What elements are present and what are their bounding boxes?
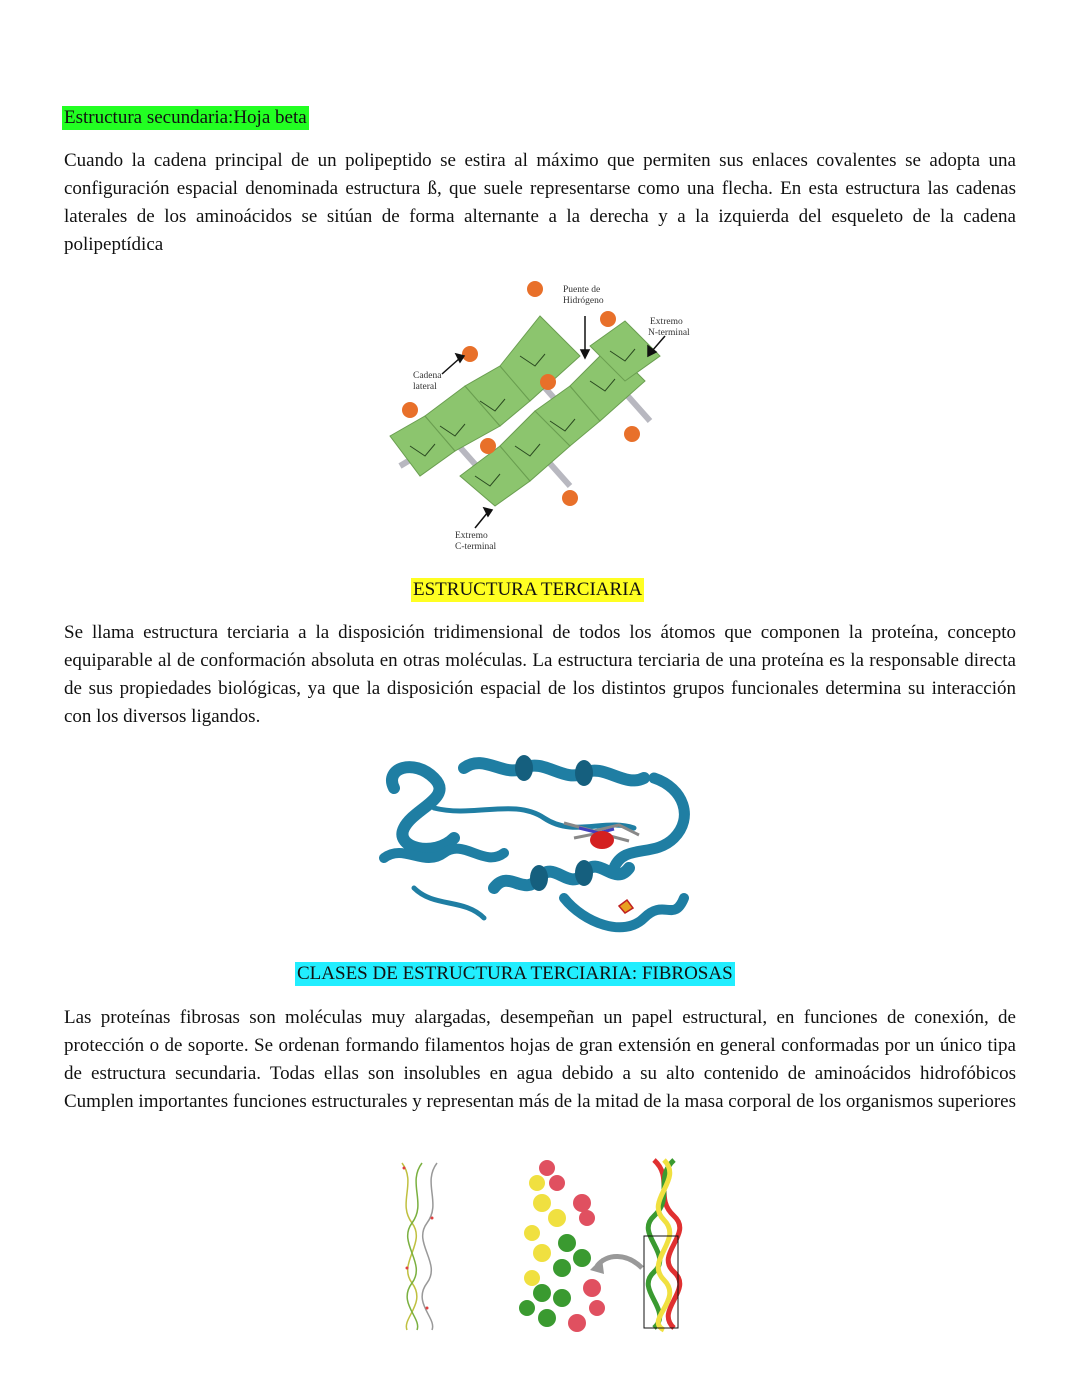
label-side-1: Cadena (413, 371, 442, 381)
label-side-2: lateral (413, 382, 437, 392)
heading-beta-sheet: Estructura secundaria:Hoja beta (64, 107, 307, 128)
label-nterm-2: N-terminal (648, 328, 690, 338)
paragraph-beta-sheet: Cuando la cadena principal de un polipeptido se estira al máximo que permiten sus enlaces covalentes se adopta una configuración espacial denominada estructura ß, que suele representarse como una flecha. En esta estructura las cadenas laterales de los aminoácidos se sitúan de forma alternante a la derecha y a la izquierda del esqueleto de la cadena polipeptídica (64, 150, 1016, 255)
label-cterm-1: Extremo (455, 531, 488, 541)
paragraph-tertiary: Se llama estructura terciaria a la disposición tridimensional de todos los átomos que componen la proteína, concepto equiparable al de conformación absoluta en otras moléculas. La estructura terciaria de una proteína es la responsable directa de sus propiedades biológicas, ya que la disposición espacial de los distintos grupos funcionales determina su interacción con los diversos ligandos. (64, 622, 1016, 727)
label-cterm-2: C-terminal (455, 542, 497, 552)
beta-sheet-figure (380, 276, 710, 556)
heading-tertiary: ESTRUCTURA TERCIARIA (413, 579, 643, 600)
label-hbond-2: Hidrógeno (563, 296, 604, 306)
label-nterm-1: Extremo (650, 317, 683, 327)
fibrous-helix-figure (392, 1158, 692, 1333)
tertiary-structure-figure (374, 748, 704, 943)
label-hbond-1: Puente de (563, 285, 601, 295)
paragraph-fibrous: Las proteínas fibrosas son moléculas muy alargadas, desempeñan un papel estructural, en funciones de conexión, de protección o de soporte. Se ordenan formando filamentos hojas de gran extensión en general conformadas por un único tipa de estructura secundaria. Todas ellas son insolubles en agua debido a su alto contenido de aminoácidos hidrofóbicos Cumplen importantes funciones estructurales y representan más de la mitad de la masa corporal de los organismos superiores (64, 1007, 1017, 1112)
heading-fibrous: CLASES DE ESTRUCTURA TERCIARIA: FIBROSAS (297, 963, 733, 984)
